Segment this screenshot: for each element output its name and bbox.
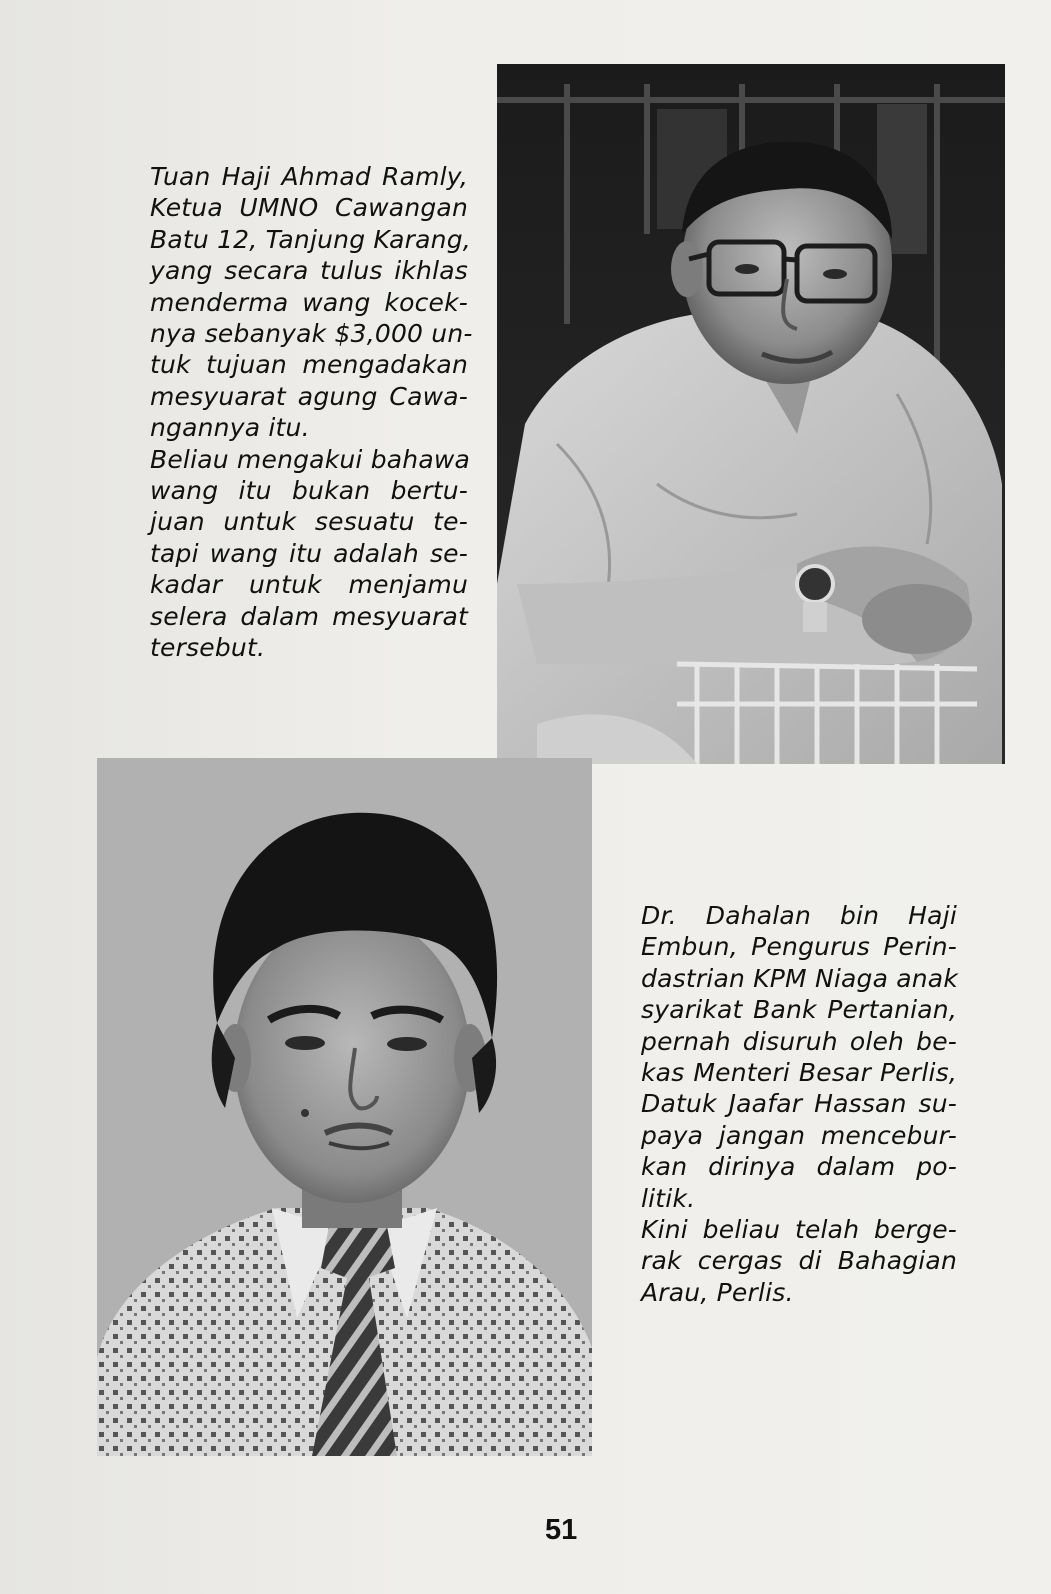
caption-line: litik. bbox=[641, 1183, 696, 1213]
caption-line: Embun, Pengurus Perin- bbox=[641, 932, 957, 962]
caption-line: kadar untuk menjamu bbox=[150, 570, 468, 600]
caption-line: ngannya itu. bbox=[150, 413, 310, 443]
caption-line: wang itu bukan bertu- bbox=[150, 476, 468, 506]
portrait-illustration bbox=[497, 64, 1005, 764]
caption-line: Beliau mengakui bahawa bbox=[150, 444, 471, 474]
caption-line: tuk tujuan mengadakan bbox=[150, 350, 468, 380]
caption-line: selera dalam mesyuarat bbox=[150, 601, 468, 631]
caption-line: paya jangan mencebur- bbox=[641, 1120, 957, 1150]
photo-ahmad-ramly bbox=[497, 64, 1005, 764]
caption-line: pernah disuruh oleh be- bbox=[641, 1026, 957, 1056]
caption-top bbox=[150, 161, 473, 664]
caption-line: rak cergas di Bahagian bbox=[641, 1246, 957, 1276]
caption-line: kan dirinya dalam po- bbox=[641, 1152, 957, 1182]
photo-dahalan-embun bbox=[97, 758, 592, 1456]
caption-line: Ketua UMNO Cawangan bbox=[150, 193, 468, 223]
caption-line: kas Menteri Besar Perlis, bbox=[641, 1058, 957, 1088]
caption-line: juan untuk sesuatu te- bbox=[150, 507, 468, 537]
caption-line: nya sebanyak $3,000 un- bbox=[150, 319, 473, 349]
caption-line: mesyuarat agung Cawa- bbox=[150, 381, 468, 411]
caption-line: Batu 12, Tanjung Karang, bbox=[150, 224, 471, 254]
caption-line: Datuk Jaafar Hassan su- bbox=[641, 1089, 957, 1119]
caption-line: dastrian KPM Niaga anak bbox=[641, 963, 959, 993]
caption-line: Dr. Dahalan bin Haji bbox=[641, 901, 957, 930]
page-number: 51 bbox=[545, 1514, 578, 1546]
portrait-illustration bbox=[97, 758, 592, 1456]
caption-line: tersebut. bbox=[150, 633, 266, 663]
caption-line: yang secara tulus ikhlas bbox=[150, 256, 468, 286]
caption-line: Tuan Haji Ahmad Ramly, bbox=[150, 162, 468, 191]
caption-line: Arau, Perlis. bbox=[641, 1277, 794, 1307]
caption-line: menderma wang kocek- bbox=[150, 287, 468, 317]
caption-line: syarikat Bank Pertanian, bbox=[641, 995, 957, 1025]
caption-bottom bbox=[641, 900, 957, 1308]
caption-line: tapi wang itu adalah se- bbox=[150, 538, 468, 568]
caption-line: Kini beliau telah berge- bbox=[641, 1215, 957, 1245]
